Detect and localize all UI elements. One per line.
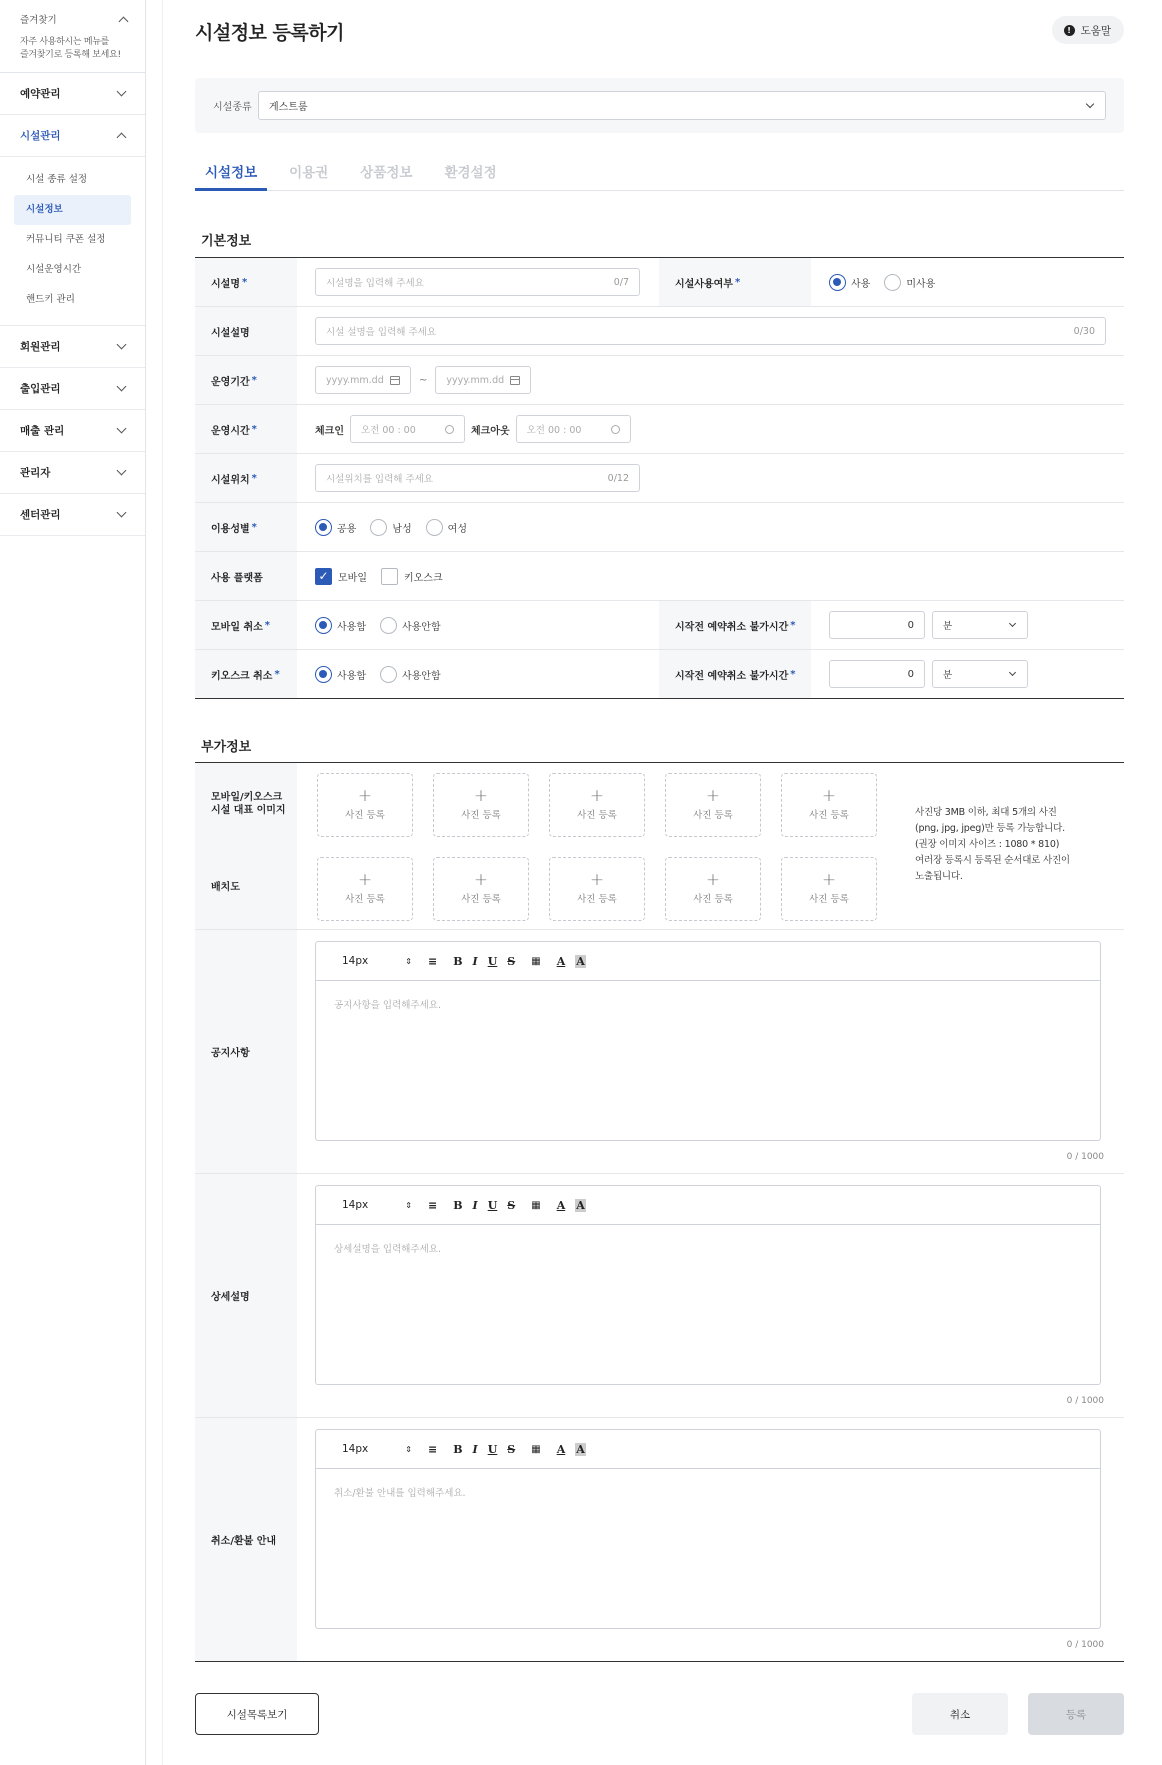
chevron-down-icon [117, 466, 127, 476]
strikethrough-icon[interactable]: S [507, 1198, 516, 1212]
plus-icon: + [705, 786, 721, 806]
facility-type-bar [195, 78, 1124, 133]
editor-char-count: 0 / 1000 [1066, 1152, 1104, 1162]
row-operating-period: 운영기간 * yyyy.mm.dd ~ yyyy.mm.dd [195, 356, 1124, 405]
chevron-down-icon [117, 508, 127, 518]
tab-pass[interactable]: 이용권 [289, 165, 329, 181]
bold-icon[interactable]: B [453, 954, 463, 968]
align-icon[interactable]: ≡ [428, 1442, 438, 1456]
align-icon[interactable]: ≡ [428, 954, 438, 968]
plus-icon: + [357, 870, 373, 890]
sort-icon: ⇕ [405, 1200, 412, 1210]
extra-info-title: 부가정보 [201, 740, 252, 755]
plus-icon: + [473, 870, 489, 890]
kiosk-cancel-limit-input[interactable]: 0 [829, 660, 925, 688]
submit-button[interactable]: 등록 [1028, 1693, 1124, 1735]
underline-icon[interactable]: U [487, 954, 498, 968]
page-title: 시설정보 등록하기 [195, 22, 344, 44]
facility-name-label: 시설명 [211, 278, 240, 290]
operating-period-label: 운영기간 [211, 376, 250, 388]
layout-photo-slot[interactable] [665, 857, 761, 921]
editor-row [195, 930, 1124, 1174]
radio-mobile-cancel-yes[interactable]: 사용함 [315, 617, 366, 634]
tab-product-info[interactable]: 상품정보 [360, 165, 413, 181]
italic-icon[interactable]: I [472, 954, 478, 968]
radio-kiosk-cancel-no[interactable]: 사용안함 [380, 666, 441, 683]
plus-icon: + [705, 870, 721, 890]
rich-text-editor[interactable] [315, 941, 1101, 1141]
photo-add-label: 사진 등록 [693, 810, 733, 821]
photo-add-label: 사진 등록 [461, 810, 501, 821]
tab-bar [195, 155, 1124, 191]
align-icon[interactable]: ≡ [428, 1198, 438, 1212]
strikethrough-icon[interactable]: S [507, 1442, 516, 1456]
representative-photo-slot[interactable] [433, 773, 529, 837]
radio-mobile-cancel-no[interactable]: 사용안함 [380, 617, 441, 634]
mobile-cancel-limit-input[interactable]: 0 [829, 611, 925, 639]
mobile-cancel-limit-label: 시작전 예약취소 불가시간 [675, 621, 789, 633]
facility-type-label: 시설종류 [213, 102, 252, 113]
basic-info-table [195, 257, 1124, 699]
highlight-icon[interactable]: A [576, 954, 585, 968]
kiosk-cancel-unit-select[interactable]: 분 [932, 660, 1028, 688]
editor-toolbar [316, 1186, 1100, 1225]
end-date-input[interactable]: yyyy.mm.dd [435, 366, 531, 394]
facility-desc-label: 시설설명 [211, 327, 250, 339]
rich-text-editor[interactable] [315, 1429, 1101, 1629]
layout-photo-slot[interactable] [317, 857, 413, 921]
facility-name-input[interactable]: 시설명을 입력해 주세요 0/7 [315, 268, 640, 296]
start-date-input[interactable]: yyyy.mm.dd [315, 366, 411, 394]
radio-kiosk-cancel-yes[interactable]: 사용함 [315, 666, 366, 683]
calendar-icon[interactable] [510, 376, 520, 385]
plus-icon: + [821, 786, 837, 806]
sort-icon: ⇕ [405, 956, 412, 966]
row-facility-name: 시설명 * 시설명을 입력해 주세요 0/7 시설사용여부 * 사용 미사용 [195, 258, 1124, 307]
editor-placeholder: 상세설명을 입력해주세요. [334, 1244, 441, 1255]
radio-gender-male[interactable]: 남성 [370, 519, 411, 536]
radio-use-on[interactable]: 사용 [829, 274, 870, 291]
font-size-select[interactable]: 14px ⇕ [342, 1199, 412, 1211]
radio-gender-female[interactable]: 여성 [426, 519, 467, 536]
info-icon: ! [1064, 25, 1075, 36]
photo-upload-note: 사진당 3MB 이하, 최대 5개의 사진 (png, jpg, jpeg)만 등록 가능합니다. (권장 이미지 사이즈 : 1080 * 810) 여러장 등록시 등록된 순서대로 사진이 노출됩니다. [915, 807, 1070, 882]
tab-facility-info[interactable]: 시설정보 [195, 155, 267, 191]
sidebar [0, 0, 146, 1765]
photo-add-label: 사진 등록 [461, 894, 501, 905]
submenu-facility-type[interactable]: 시설 종류 설정 [26, 174, 88, 185]
font-size-select[interactable]: 14px ⇕ [342, 955, 412, 967]
radio-use-off[interactable]: 미사용 [884, 274, 935, 291]
chevron-up-icon[interactable] [119, 16, 129, 26]
row-kiosk-cancel: 키오스크 취소 * 사용함 사용안함 시작전 예약취소 불가시간 * 0 분 [195, 650, 1124, 699]
kiosk-cancel-label: 키오스크 취소 [211, 670, 273, 682]
submenu-operating-hours[interactable]: 시설운영시간 [26, 264, 82, 275]
editor-label: 공지사항 [211, 1048, 250, 1059]
underline-icon[interactable]: U [487, 1442, 498, 1456]
font-color-icon[interactable]: A [556, 1442, 566, 1456]
location-label: 시설위치 [211, 474, 250, 486]
photo-add-label: 사진 등록 [809, 810, 849, 821]
chevron-down-icon [1009, 619, 1016, 626]
menu-center[interactable]: 센터관리 [0, 494, 145, 536]
menu-reservation[interactable]: 예약관리 [0, 73, 145, 115]
basic-info-title: 기본정보 [201, 234, 252, 249]
location-count: 0/12 [607, 472, 629, 484]
check-icon: ✓ [315, 568, 332, 585]
representative-photo-slot[interactable] [549, 773, 645, 837]
plus-icon: + [821, 870, 837, 890]
facility-type-select[interactable]: 게스트룸 [258, 91, 1106, 120]
chevron-down-icon [117, 340, 127, 350]
representative-image-label: 모바일/키오스크 시설 대표 이미지 [211, 792, 286, 816]
tab-settings[interactable]: 환경설정 [444, 165, 497, 181]
submenu-community-coupon[interactable]: 커뮤니티 쿠폰 설정 [26, 234, 106, 245]
editor-label: 상세설명 [211, 1292, 250, 1303]
underline-icon[interactable]: U [487, 1198, 498, 1212]
facility-name-count: 0/7 [613, 276, 629, 288]
layout-photo-slot[interactable] [781, 857, 877, 921]
editor-row [195, 1418, 1124, 1662]
menu-sales[interactable]: 매출 관리 [0, 410, 145, 452]
editor-placeholder: 공지사항을 입력해주세요. [334, 1000, 441, 1011]
checkout-time-input[interactable]: 오전 00 : 00 [516, 415, 631, 443]
editor-toolbar [316, 942, 1100, 981]
rich-text-editor[interactable] [315, 1185, 1101, 1385]
font-color-icon[interactable]: A [556, 954, 566, 968]
strikethrough-icon[interactable]: S [507, 954, 516, 968]
editor-row [195, 1174, 1124, 1418]
highlight-icon[interactable]: A [576, 1442, 585, 1456]
facility-desc-input[interactable]: 시설 설명을 입력해 주세요 0/30 [315, 317, 1106, 345]
checkbox-mobile[interactable]: ✓ 모바일 [315, 568, 367, 585]
editor-label: 취소/환불 안내 [211, 1536, 277, 1547]
photo-grid [297, 763, 897, 929]
favorites-description: 자주 사용하시는 메뉴를 즐겨찾기로 등록해 보세요! [20, 37, 121, 60]
italic-icon[interactable]: I [472, 1198, 478, 1212]
bold-icon[interactable]: B [453, 1442, 463, 1456]
image-icon[interactable]: ▦ [531, 955, 541, 967]
facility-list-button[interactable]: 시설목록보기 [195, 1693, 319, 1735]
platform-label: 사용 플랫폼 [211, 572, 263, 584]
layout-label: 배치도 [211, 882, 240, 893]
date-range-separator: ~ [419, 374, 428, 386]
representative-photo-slot[interactable] [781, 773, 877, 837]
plus-icon: + [357, 786, 373, 806]
editor-toolbar [316, 1430, 1100, 1469]
row-gender: 이용성별 * 공용 남성 여성 [195, 503, 1124, 552]
font-size-select[interactable]: 14px ⇕ [342, 1443, 412, 1455]
help-button[interactable]: ! 도움말 [1052, 16, 1124, 44]
main-area [162, 0, 1162, 1765]
chevron-down-icon [117, 424, 127, 434]
cancel-button[interactable]: 취소 [912, 1693, 1008, 1735]
mobile-cancel-label: 모바일 취소 [211, 621, 263, 633]
plus-icon: + [473, 786, 489, 806]
plus-icon: + [589, 786, 605, 806]
menu-admin[interactable]: 관리자 [0, 452, 145, 494]
chevron-down-icon [117, 87, 127, 97]
row-location: 시설위치 * 시설위치를 입력해 주세요 0/12 [195, 454, 1124, 503]
kiosk-cancel-limit-label: 시작전 예약취소 불가시간 [675, 670, 789, 682]
facility-submenu [0, 157, 145, 326]
photo-add-label: 사진 등록 [809, 894, 849, 905]
checkbox-kiosk[interactable]: 키오스크 [381, 568, 443, 585]
row-mobile-cancel: 모바일 취소 * 사용함 사용안함 시작전 예약취소 불가시간 * 0 분 [195, 601, 1124, 650]
bold-icon[interactable]: B [453, 1198, 463, 1212]
calendar-icon[interactable] [390, 376, 400, 385]
plus-icon: + [589, 870, 605, 890]
clock-icon [445, 425, 454, 434]
representative-photo-slot[interactable] [317, 773, 413, 837]
photo-section [195, 763, 1124, 930]
favorites-panel [0, 0, 145, 73]
row-platform [195, 552, 1124, 601]
image-icon[interactable]: ▦ [531, 1199, 541, 1211]
photo-add-label: 사진 등록 [345, 810, 385, 821]
chevron-down-icon [117, 382, 127, 392]
row-facility-desc [195, 307, 1124, 356]
photo-add-label: 사진 등록 [693, 894, 733, 905]
chevron-down-icon [1086, 99, 1094, 107]
checkin-label: 체크인 [315, 425, 344, 437]
editor-char-count: 0 / 1000 [1066, 1640, 1104, 1650]
checkout-label: 체크아웃 [470, 425, 510, 437]
photo-add-label: 사진 등록 [577, 810, 617, 821]
radio-gender-all[interactable]: 공용 [315, 519, 356, 536]
location-input[interactable]: 시설위치를 입력해 주세요 0/12 [315, 464, 640, 492]
representative-photo-slot[interactable] [665, 773, 761, 837]
submenu-handkey[interactable]: 핸드키 관리 [26, 294, 75, 305]
highlight-icon[interactable]: A [576, 1198, 585, 1212]
extra-info-table [195, 762, 1124, 1662]
editor-char-count: 0 / 1000 [1066, 1396, 1104, 1406]
chevron-down-icon [1009, 668, 1016, 675]
clock-icon [611, 425, 620, 434]
editor-placeholder: 취소/환불 안내를 입력해주세요. [334, 1488, 466, 1499]
facility-desc-count: 0/30 [1073, 325, 1095, 337]
row-operating-time: 운영시간 * 체크인 오전 00 : 00 체크아웃 오전 00 : 00 [195, 405, 1124, 454]
menu-access[interactable]: 출입관리 [0, 368, 145, 410]
font-color-icon[interactable]: A [556, 1198, 566, 1212]
favorites-title: 즐겨찾기 [20, 15, 57, 26]
gender-label: 이용성별 [211, 523, 250, 535]
layout-photo-slot[interactable] [549, 857, 645, 921]
chevron-up-icon [117, 133, 127, 143]
menu-facility[interactable]: 시설관리 [0, 115, 145, 157]
sort-icon: ⇕ [405, 1444, 412, 1454]
italic-icon[interactable]: I [472, 1442, 478, 1456]
submenu-facility-info[interactable]: 시설정보 [14, 195, 131, 225]
image-icon[interactable]: ▦ [531, 1443, 541, 1455]
footer-actions [195, 1693, 1124, 1735]
facility-use-label: 시설사용여부 [675, 278, 733, 290]
photo-add-label: 사진 등록 [577, 894, 617, 905]
photo-add-label: 사진 등록 [345, 894, 385, 905]
menu-member[interactable]: 회원관리 [0, 326, 145, 368]
mobile-cancel-unit-select[interactable]: 분 [932, 611, 1028, 639]
operating-time-label: 운영시간 [211, 425, 250, 437]
checkin-time-input[interactable]: 오전 00 : 00 [350, 415, 465, 443]
layout-photo-slot[interactable] [433, 857, 529, 921]
